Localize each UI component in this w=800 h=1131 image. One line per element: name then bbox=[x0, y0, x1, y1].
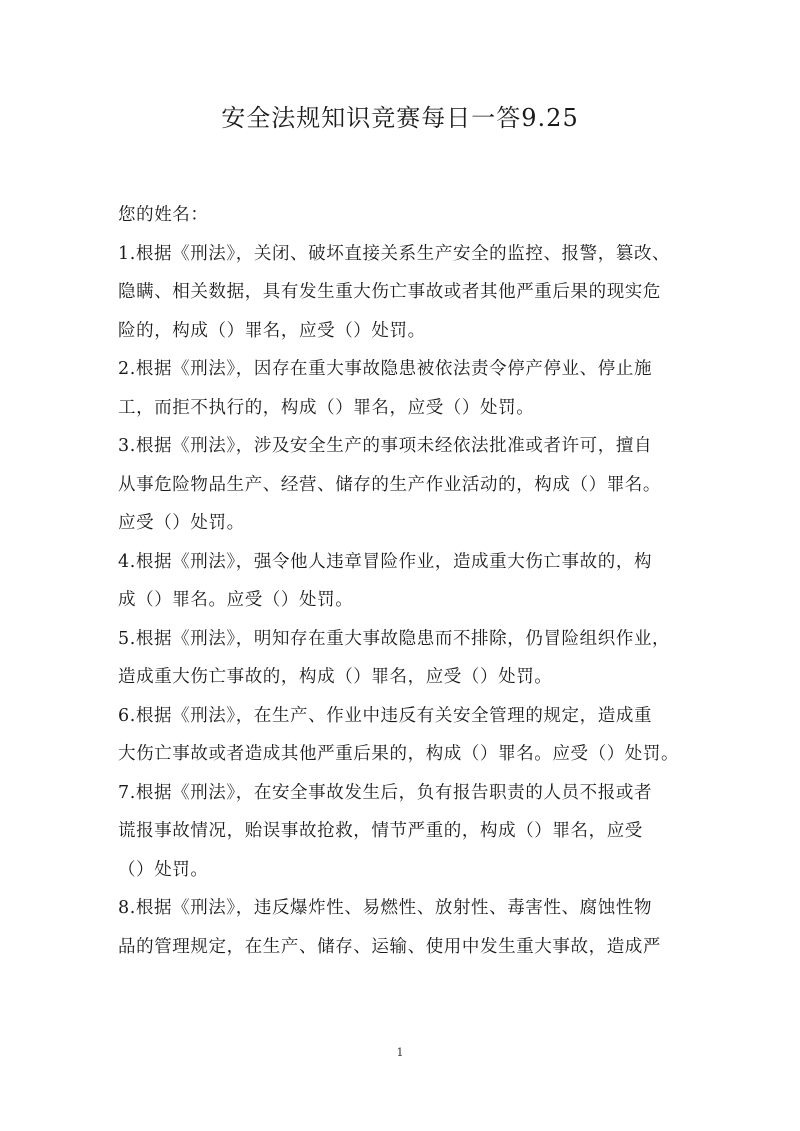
question-2-line-2: 工，而拒不执行的，构成（）罪名，应受（）处罚。 bbox=[118, 397, 535, 418]
question-3-line-2: 从事危险物品生产、经营、储存的生产作业活动的，构成（）罪名。 bbox=[118, 474, 661, 495]
question-5-line-1: 5.根据《刑法》，明知存在重大事故隐患而不排除，仍冒险组织作业， bbox=[118, 628, 671, 649]
name-field-line: 您的姓名： bbox=[118, 205, 209, 225]
page-title: 安全法规知识竞赛每日一答9.25 bbox=[221, 104, 579, 132]
question-7-line-2: 谎报事故情况，贻误事故抢救，情节严重的，构成（）罪名，应受 bbox=[118, 821, 643, 841]
question-4-line-2: 成（）罪名。应受（）处罚。 bbox=[118, 590, 354, 610]
question-1-line-2: 隐瞒、相关数据，具有发生重大伤亡事故或者其他严重后果的现实危 bbox=[118, 282, 661, 302]
question-3-line-3: 应受（）处罚。 bbox=[118, 513, 245, 533]
question-6-line-1: 6.根据《刑法》，在生产、作业中违反有关安全管理的规定，造成重 bbox=[118, 705, 653, 726]
question-1-line-1: 1.根据《刑法》，关闭、破坏直接关系生产安全的监控、报警，篡改、 bbox=[118, 243, 671, 264]
question-6-line-2: 大伤亡事故或者造成其他严重后果的，构成（）罪名。应受（）处罚。 bbox=[118, 744, 680, 764]
page-number: 1 bbox=[396, 1046, 404, 1059]
question-2-line-1: 2.根据《刑法》，因存在重大事故隐患被依法责令停产停业、停止施 bbox=[118, 359, 653, 379]
question-5-line-2: 造成重大伤亡事故的，构成（）罪名，应受（）处罚。 bbox=[118, 667, 553, 687]
question-8-line-2: 品的管理规定，在生产、储存、运输、使用中发生重大事故，造成严 bbox=[118, 936, 661, 957]
document-body bbox=[118, 196, 698, 966]
question-4-line-1: 4.根据《刑法》，强令他人违章冒险作业，造成重大伤亡事故的，构 bbox=[118, 551, 653, 572]
question-1-line-3: 险的，构成（）罪名，应受（）处罚。 bbox=[118, 320, 426, 341]
question-8-line-1: 8.根据《刑法》，违反爆炸性、易燃性、放射性、毒害性、腐蚀性物 bbox=[118, 898, 653, 918]
question-3-line-1: 3.根据《刑法》，涉及安全生产的事项未经依法批准或者许可，擅自 bbox=[118, 436, 653, 456]
question-7-line-1: 7.根据《刑法》，在安全事故发生后，负有报告职责的人员不报或者 bbox=[118, 782, 653, 803]
question-7-line-3: （）处罚。 bbox=[118, 859, 209, 880]
